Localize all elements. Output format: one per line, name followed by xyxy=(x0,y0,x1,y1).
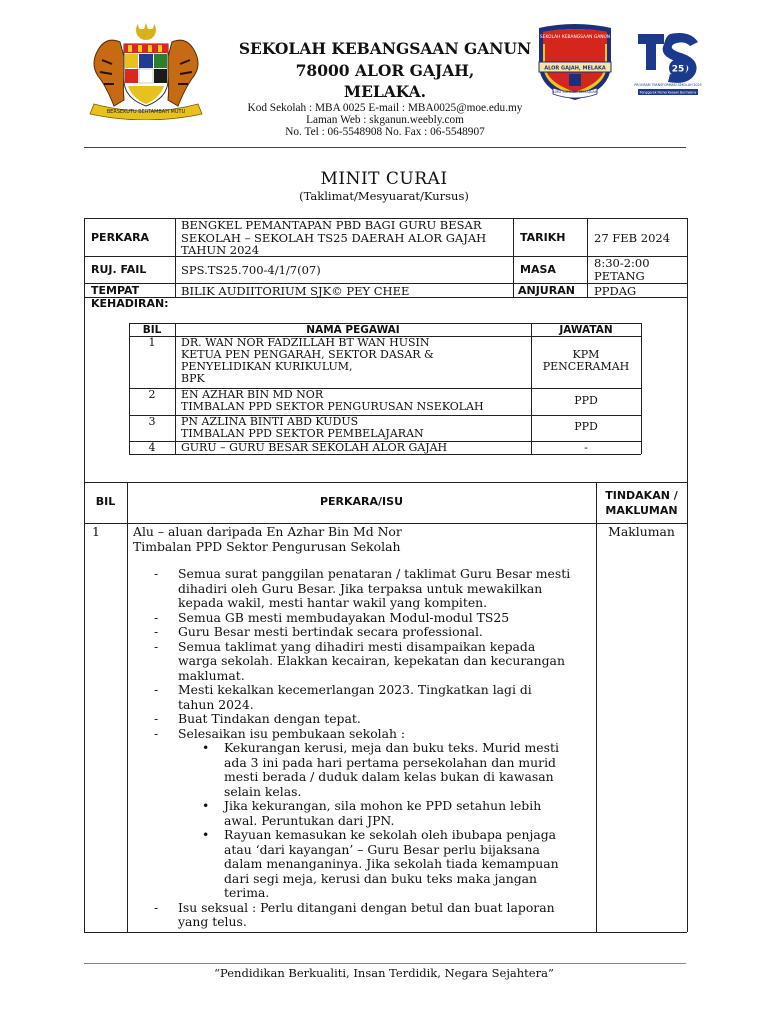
school-code-email: Kod Sekolah : MBA 0025 E-mail : MBA0025@moe.edu.my xyxy=(247,102,523,114)
minutes-point: - Isu seksual : Perlu ditangani dengan betul dan buat laporan yang telus. xyxy=(154,899,555,929)
ts25-caption-text: PROGRAM TRANSFORMASI SEKOLAH 2025 xyxy=(634,83,702,87)
minutes-point: - Buat Tindakan dengan tepat. xyxy=(154,711,361,726)
school-website: Laman Web : skganun.weebly.com xyxy=(306,114,464,126)
minutes-point: - Selesaikan isu pembukaan sekolah : • Kekurangan kerusi, meja dan buku teks. Murid mesti ada 3 ini pada hari pertama persekolahan dan murid mesti berada / duduk dalam kelas bukan di kawasan selain kelas. • Jika kekurangan, sila mohon ke PPD setahun lebih awal. Peruntukan dari JPN. • Rayuan kemasukan ke sekolah oleh ibubapa penjaga atau ‘dari kayangan’ – Guru Besar perlu bijaksana dalam menanganinya. Jika sekolah tiada kemampuan dari segi meja, kerusi dan buku teks maka jangan terima. xyxy=(154,727,572,901)
ts25-number-text: 25 xyxy=(671,64,685,75)
malaysia-coat-of-arms-icon xyxy=(88,20,204,120)
document-title: MINIT CURAI xyxy=(320,169,448,189)
attendance-row-4-nama: GURU – GURU BESAR SEKOLAH ALOR GAJAH xyxy=(181,441,448,454)
minutes-speaker-line-2: Timbalan PPD Sektor Pengurusan Sekolah xyxy=(133,539,401,554)
tempat-value: BILIK AUDIITORIUM SJK© PEY CHEE xyxy=(181,284,410,298)
masa-value: 8:30-2:00 PETANG xyxy=(594,256,650,283)
attendance-row-4-bil: 4 xyxy=(148,441,156,454)
school-logo-bottom-text: ILMU SUMBER KEMAJUAN xyxy=(552,90,598,94)
header-divider xyxy=(84,147,686,148)
anjuran-value: PPDAG xyxy=(594,284,637,298)
attendance-row-2-jawatan: PPD xyxy=(574,394,598,407)
tarikh-label: TARIKH xyxy=(520,231,566,244)
attendance-row-1-bil: 1 xyxy=(148,336,156,349)
footer-divider xyxy=(84,963,686,964)
attendance-row-1-nama-2: KETUA PEN PENGARAH, SEKTOR DASAR & xyxy=(181,348,434,361)
attendance-row-1-nama-1: DR. WAN NOR FADZILLAH BT WAN HUSIN xyxy=(181,336,430,349)
minutes-header-perkara: PERKARA/ISU xyxy=(319,495,404,508)
minutes-subpoint: • Rayuan kemasukan ke sekolah oleh ibubapa penjaga atau ‘dari kayangan’ – Guru Besar perlu bijaksana dalam menanganinya. Jika sekolah tiada kemampuan dari segi meja, kerusi dan buku teks maka jangan terima. xyxy=(202,827,559,900)
minutes-speaker-line-1: Alu – aluan daripada En Azhar Bin Md Nor xyxy=(133,524,402,539)
minutes-point: - Semua GB mesti membudayakan Modul-modul TS25 xyxy=(154,609,510,625)
minutes-point: - Semua surat panggilan penataran / taklimat Guru Besar mesti dihadiri oleh Guru Besar. Jika terpaksa untuk mewakilkan kepada wakil, mesti hantar wakil yang kompiten. xyxy=(154,566,571,610)
minutes-header-tindakan-2: MAKLUMAN xyxy=(605,504,678,517)
minutes-subpoints-list xyxy=(178,741,572,901)
attendance-row-4-jawatan: - xyxy=(584,441,588,454)
minutes-point: - Mesti kekalkan kecemerlangan 2023. Tingkatkan lagi di tahun 2024. xyxy=(154,682,532,712)
document-subtitle: (Taklimat/Mesyuarat/Kursus) xyxy=(299,189,469,203)
minutes-header-bil: BIL xyxy=(95,495,116,508)
anjuran-label: ANJURAN xyxy=(518,284,575,297)
school-state: MELAKA. xyxy=(343,82,427,101)
minutes-subpoint: • Jika kekurangan, sila mohon ke PPD setahun lebih awal. Peruntukan dari JPN. xyxy=(202,798,542,828)
attendance-row-2-nama-2: TIMBALAN PPD SEKTOR PENGURUSAN NSEKOLAH xyxy=(181,400,484,413)
minutes-points-list xyxy=(154,567,572,930)
minutes-point: - Guru Besar mesti bertindak secara professional. xyxy=(154,624,483,639)
tempat-label: TEMPAT xyxy=(91,284,140,297)
attendance-row-1-nama-3: PENYELIDIKAN KURIKULUM, xyxy=(181,360,353,373)
minutes-item-bil: 1 xyxy=(92,524,100,539)
attendance-row-3-bil: 3 xyxy=(148,415,156,428)
ruj-fail-label: RUJ. FAIL xyxy=(91,263,147,276)
perkara-label: PERKARA xyxy=(91,231,150,244)
minutes-tindakan-value: Makluman xyxy=(608,524,675,539)
attendance-row-3-nama-1: PN AZLINA BINTI ABD KUDUS xyxy=(181,415,359,428)
attendance-row-2-bil: 2 xyxy=(148,388,156,401)
attendance-row-3-nama-2: TIMBALAN PPD SEKTOR PEMBELAJARAN xyxy=(181,427,424,440)
kehadiran-label: KEHADIRAN: xyxy=(91,297,169,310)
minutes-header-tindakan-1: TINDAKAN / xyxy=(605,489,678,502)
attendance-header-nama: NAMA PEGAWAI xyxy=(306,324,400,336)
crest-motto-text: BERSEKUTU BERTAMBAH MUTU xyxy=(106,109,186,115)
footer-motto: “Pendidikan Berkualiti, Insan Terdidik, Negara Sejahtera” xyxy=(214,966,554,980)
attendance-row-1-jawatan-2: PENCERAMAH xyxy=(542,360,630,373)
perkara-value: BENGKEL PEMANTAPAN PBD BAGI GURU BESAR SEKOLAH – SEKOLAH TS25 DAERAH ALOR GAJAH TAHUN 2024 xyxy=(181,218,487,257)
school-logo-icon xyxy=(533,22,617,102)
attendance-header-jawatan: JAWATAN xyxy=(559,324,613,336)
school-phone-fax: No. Tel : 06-5548908 No. Fax : 06-5548907 xyxy=(285,126,485,138)
ts25-tagline-text: Penggerak Pemerkasaan Bermakna xyxy=(639,90,697,95)
tarikh-value: 27 FEB 2024 xyxy=(594,231,671,245)
minutes-point: - Semua taklimat yang dihadiri mesti disampaikan kepada warga sekolah. Elakkan kecairan, kepekatan dan kecurangan maklumat. xyxy=(154,638,565,683)
school-address: 78000 ALOR GAJAH, xyxy=(295,61,475,80)
attendance-row-1-jawatan-1: KPM xyxy=(572,348,600,361)
minutes-subpoint: • Kekurangan kerusi, meja dan buku teks. Murid mesti ada 3 ini pada hari pertama persekolahan dan murid mesti berada / duduk dalam kelas bukan di kawasan selain kelas. xyxy=(202,740,559,799)
attendance-header-bil: BIL xyxy=(142,324,162,336)
ruj-fail-value: SPS.TS25.700-4/1/7(07) xyxy=(181,263,321,277)
school-logo-top-text: SEKOLAH KEBANGSAAN GANUN xyxy=(539,35,611,40)
school-name: SEKOLAH KEBANGSAAN GANUN xyxy=(238,39,532,58)
school-logo-ribbon-text: ALOR GAJAH, MELAKA xyxy=(544,65,606,72)
attendance-row-2-nama-1: EN AZHAR BIN MD NOR xyxy=(181,388,324,401)
attendance-row-1-nama-4: BPK xyxy=(181,372,205,385)
masa-label: MASA xyxy=(520,263,556,276)
attendance-row-3-jawatan: PPD xyxy=(574,420,598,433)
ts25-logo-icon xyxy=(630,24,706,100)
